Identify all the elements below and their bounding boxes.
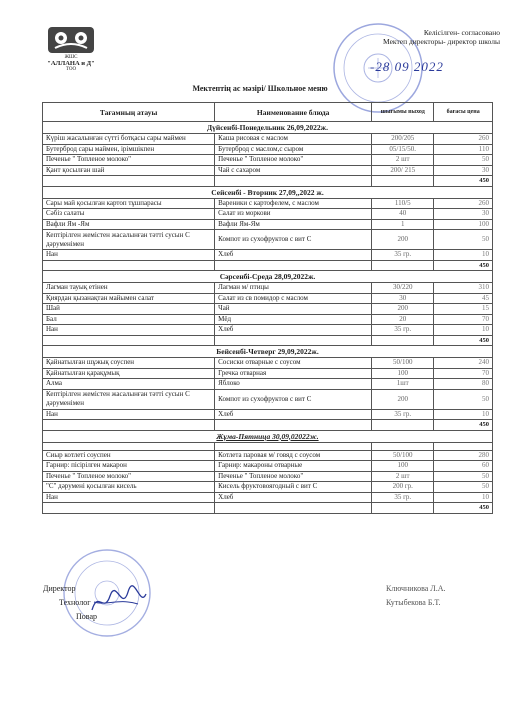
dish-output: 1шт xyxy=(372,379,434,390)
logo-line-1: ЖШС xyxy=(64,55,78,60)
day-total-row xyxy=(43,503,493,514)
dish-price: 260 xyxy=(434,134,493,145)
dish-output: 35 гр. xyxy=(372,250,434,261)
dish-name-ru: Хлеб xyxy=(215,492,372,503)
menu-row xyxy=(43,198,493,209)
total-empty xyxy=(43,176,215,187)
dish-name-kk: Қайнатылған қарақұмық xyxy=(43,368,215,379)
dish-output xyxy=(372,442,434,450)
signer-name-2: Кутыбекова Б.Т. xyxy=(386,598,441,607)
dish-price: 70 xyxy=(434,368,493,379)
dish-output: 200/ 215 xyxy=(372,165,434,176)
dish-name-ru: Сосиски отварные с соусом xyxy=(215,358,372,369)
dish-output: 100 xyxy=(372,368,434,379)
dish-name-kk: Қиярдан қызанақтан майымен салат xyxy=(43,293,215,304)
menu-row xyxy=(43,165,493,176)
dish-price: 80 xyxy=(434,379,493,390)
menu-row xyxy=(43,304,493,315)
dish-output: 200 гр. xyxy=(372,482,434,493)
dish-name-ru: Котлета паровая м/ говяд с соусом xyxy=(215,450,372,461)
dish-name-ru: Чай xyxy=(215,304,372,315)
total-empty xyxy=(372,260,434,271)
menu-body xyxy=(43,122,493,514)
dish-price xyxy=(434,442,493,450)
dish-output: 35 гр. xyxy=(372,325,434,336)
dish-output: 2 шт xyxy=(372,155,434,166)
total-empty xyxy=(215,260,372,271)
dish-name-ru: Салат из св помидор с маслом xyxy=(215,293,372,304)
dish-name-kk: Печенье " Топленое молоко" xyxy=(43,155,215,166)
menu-row xyxy=(43,482,493,493)
day-header-row xyxy=(43,346,493,358)
dish-price: 110 xyxy=(434,144,493,155)
dish-output: 30/220 xyxy=(372,283,434,294)
dish-name-ru: Салат из моркови xyxy=(215,209,372,220)
menu-row xyxy=(43,134,493,145)
dish-name-kk: Сары май қосылған картоп тұшпарасы xyxy=(43,198,215,209)
dish-name-ru: Печенье " Топленое молоко" xyxy=(215,155,372,166)
col-header-out: шығымы выход xyxy=(372,103,434,122)
day-total: 450 xyxy=(434,176,493,187)
dish-name-kk: Қайнатылған шұжық соуспен xyxy=(43,358,215,369)
day-title: Дүйсенбі-Понедельник 26,09,2022ж. xyxy=(43,122,493,134)
dish-name-kk: Печенье " Топленое молоко" xyxy=(43,471,215,482)
menu-row xyxy=(43,358,493,369)
cook-label: Повар xyxy=(76,612,97,621)
dish-price: 60 xyxy=(434,461,493,472)
dish-name-kk: Нан xyxy=(43,492,215,503)
day-total: 450 xyxy=(434,420,493,431)
total-empty xyxy=(372,503,434,514)
dish-name-ru: Вареники с картофелем, с маслом xyxy=(215,198,372,209)
dish-name-ru: Хлеб xyxy=(215,325,372,336)
company-logo xyxy=(36,26,106,72)
approval-date: -28 09 2022 xyxy=(370,59,444,74)
dish-name-ru: Лагман м/ птицы xyxy=(215,283,372,294)
total-empty xyxy=(372,420,434,431)
dish-name-kk xyxy=(43,442,215,450)
day-total-row xyxy=(43,260,493,271)
dish-name-ru: Каша рисовая с маслом xyxy=(215,134,372,145)
day-header-row xyxy=(43,186,493,198)
menu-row xyxy=(43,442,493,450)
day-title: Сәрсенбі-Среда 28,09,2022ж. xyxy=(43,271,493,283)
dish-name-ru: Чай с сахаром xyxy=(215,165,372,176)
dish-name-kk: Вафли Ям -Ям xyxy=(43,219,215,230)
approval-line-1: Келісілген- согласовано xyxy=(423,28,500,37)
signer-name-1: Ключникова Л.А. xyxy=(386,584,446,593)
dish-name-kk: Бал xyxy=(43,314,215,325)
total-empty xyxy=(43,260,215,271)
dish-price: 50 xyxy=(434,482,493,493)
dish-output: 50/100 xyxy=(372,358,434,369)
dish-price: 45 xyxy=(434,293,493,304)
day-header-row xyxy=(43,430,493,442)
total-empty xyxy=(372,176,434,187)
menu-row xyxy=(43,492,493,503)
menu-row xyxy=(43,155,493,166)
signature-labels xyxy=(43,582,97,624)
day-total: 450 xyxy=(434,335,493,346)
menu-row xyxy=(43,409,493,420)
day-total-row xyxy=(43,176,493,187)
col-header-ru: Наименование блюда xyxy=(215,103,372,122)
logo-line-3: ТОО xyxy=(65,67,77,72)
menu-row xyxy=(43,450,493,461)
dish-output: 35 гр. xyxy=(372,492,434,503)
dish-price: 50 xyxy=(434,155,493,166)
dish-price: 50 xyxy=(434,230,493,250)
dish-name-kk: Лагман тауық етінен xyxy=(43,283,215,294)
dish-name-kk: Нан xyxy=(43,325,215,336)
dish-price: 10 xyxy=(434,492,493,503)
menu-row xyxy=(43,461,493,472)
menu-table xyxy=(42,102,493,514)
dish-price: 50 xyxy=(434,389,493,409)
approval-block xyxy=(330,28,500,74)
header-row xyxy=(43,103,493,122)
total-empty xyxy=(215,503,372,514)
logo-emblem-icon xyxy=(47,26,95,54)
day-title: Жұма-Пятница 30,09,02022ж. xyxy=(43,430,493,442)
total-empty xyxy=(372,335,434,346)
dish-price: 15 xyxy=(434,304,493,315)
dish-output: 35 гр. xyxy=(372,409,434,420)
menu-row xyxy=(43,209,493,220)
menu-row xyxy=(43,379,493,390)
page-title: Мектептің ас мәзірі/ Школьное меню xyxy=(192,84,328,93)
menu-row xyxy=(43,314,493,325)
dish-name-kk: Кептірілген жемістен жасалынған тәтті сусын С дәруменімен xyxy=(43,230,215,250)
menu-row xyxy=(43,368,493,379)
total-empty xyxy=(215,335,372,346)
dish-output: 200 xyxy=(372,389,434,409)
dish-output: 40 xyxy=(372,209,434,220)
dish-output: 50/100 xyxy=(372,450,434,461)
dish-name-kk: Алма xyxy=(43,379,215,390)
menu-row xyxy=(43,144,493,155)
dish-output: 05/15/50. xyxy=(372,144,434,155)
dish-price: 100 xyxy=(434,219,493,230)
dish-price: 50 xyxy=(434,471,493,482)
dish-name-kk: "С" дәруменi қосылған кисель xyxy=(43,482,215,493)
col-header-price: бағасы цена xyxy=(434,103,493,122)
day-total-row xyxy=(43,335,493,346)
menu-row xyxy=(43,293,493,304)
menu-row xyxy=(43,250,493,261)
dish-name-kk: Қант қосылған шай xyxy=(43,165,215,176)
dish-output: 30 xyxy=(372,293,434,304)
day-title: Бейсенбі-Четверг 29,09,2022ж. xyxy=(43,346,493,358)
dish-name-kk: Шай xyxy=(43,304,215,315)
dish-output: 1 xyxy=(372,219,434,230)
dish-output: 110/5 xyxy=(372,198,434,209)
signature-names xyxy=(386,582,446,610)
dish-price: 30 xyxy=(434,209,493,220)
menu-row xyxy=(43,219,493,230)
dish-name-ru: Яблоко xyxy=(215,379,372,390)
menu-row xyxy=(43,283,493,294)
dish-price: 70 xyxy=(434,314,493,325)
day-total: 450 xyxy=(434,503,493,514)
dish-name-ru: Гарнир: макароны отварные xyxy=(215,461,372,472)
logo-line-2: "АЛЛАНА и Д" xyxy=(47,60,95,67)
total-empty xyxy=(215,420,372,431)
dish-output: 200/205 xyxy=(372,134,434,145)
signature-scribble-icon xyxy=(88,584,148,618)
total-empty xyxy=(43,503,215,514)
dish-name-kk: Сиыр котлеті соуспен xyxy=(43,450,215,461)
day-total: 450 xyxy=(434,260,493,271)
dish-price: 10 xyxy=(434,409,493,420)
dish-output: 200 xyxy=(372,304,434,315)
day-title: Сейсенбі - Вторник 27,09,,2022 ж. xyxy=(43,186,493,198)
menu-row xyxy=(43,230,493,250)
dish-name-ru: Бутерброд с маслом,с сыром xyxy=(215,144,372,155)
dish-name-ru: Мёд xyxy=(215,314,372,325)
day-total-row xyxy=(43,420,493,431)
approval-line-2: Мектеп директоры- директор школы xyxy=(383,37,500,46)
dish-name-ru: Кисель фруктовоягодный с вит С xyxy=(215,482,372,493)
dish-price: 310 xyxy=(434,283,493,294)
dish-name-kk: Бутерброд сары маймен, ірімшікпен xyxy=(43,144,215,155)
dish-output: 200 xyxy=(372,230,434,250)
dish-name-kk: Сәбіз салаты xyxy=(43,209,215,220)
menu-row xyxy=(43,471,493,482)
dish-output: 2 шт xyxy=(372,471,434,482)
dish-output: 100 xyxy=(372,461,434,472)
dish-name-ru: Компот из сухофруктов с вит С xyxy=(215,230,372,250)
day-header-row xyxy=(43,271,493,283)
dish-name-kk: Нан xyxy=(43,250,215,261)
day-header-row xyxy=(43,122,493,134)
dish-name-ru: Хлеб xyxy=(215,409,372,420)
dish-price: 260 xyxy=(434,198,493,209)
dish-name-kk: Кептірілген жемістен жасалынған тәтті сусын С дәруменімен xyxy=(43,389,215,409)
total-empty xyxy=(43,335,215,346)
dish-name-kk: Күріш жасалынған сүтті ботқасы сары маймен xyxy=(43,134,215,145)
dish-name-ru: Компот из сухофруктов с вит С xyxy=(215,389,372,409)
director-label: Директор xyxy=(43,584,76,593)
dish-output: 20 xyxy=(372,314,434,325)
total-empty xyxy=(43,420,215,431)
col-header-kk: Тағамның атауы xyxy=(43,103,215,122)
dish-name-ru: Хлеб xyxy=(215,250,372,261)
dish-name-ru: Гречка отварная xyxy=(215,368,372,379)
menu-row xyxy=(43,389,493,409)
dish-name-ru: Печенье " Топленое молоко" xyxy=(215,471,372,482)
dish-name-ru xyxy=(215,442,372,450)
dish-name-kk: Гарнир: пісірілген макарон xyxy=(43,461,215,472)
menu-row xyxy=(43,325,493,336)
total-empty xyxy=(215,176,372,187)
dish-price: 10 xyxy=(434,325,493,336)
dish-name-kk: Нан xyxy=(43,409,215,420)
technologist-label: Технолог xyxy=(59,598,91,607)
dish-price: 30 xyxy=(434,165,493,176)
dish-price: 10 xyxy=(434,250,493,261)
dish-price: 280 xyxy=(434,450,493,461)
dish-price: 240 xyxy=(434,358,493,369)
dish-name-ru: Вафли Ям-Ям xyxy=(215,219,372,230)
